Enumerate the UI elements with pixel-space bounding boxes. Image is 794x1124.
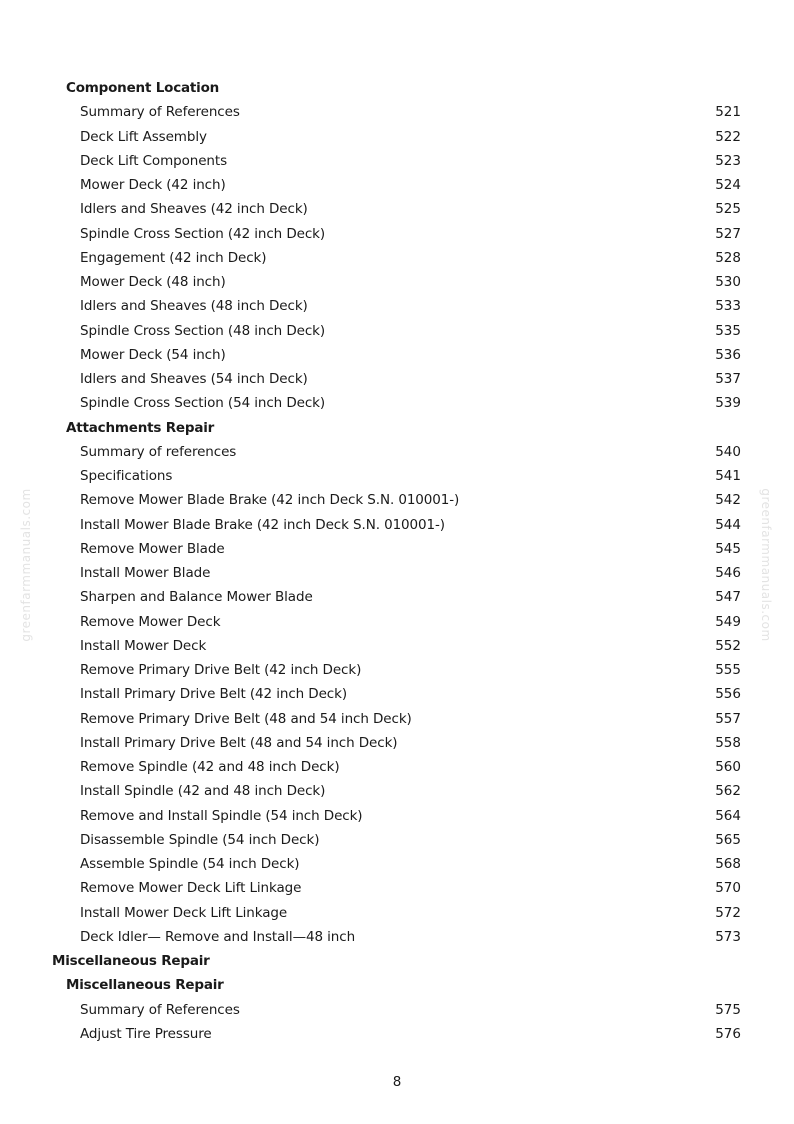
toc-entry-title: Summary of References — [80, 1001, 240, 1018]
toc-entry-title: Disassemble Spindle (54 inch Deck) — [80, 831, 320, 848]
toc-entry-title: Remove Mower Blade — [80, 540, 225, 557]
toc-entry-page-number: 537 — [715, 371, 741, 387]
toc-entry-page-number: 544 — [715, 516, 741, 533]
toc-entry-title: Spindle Cross Section (54 inch Deck) — [80, 395, 326, 412]
toc-entry-title: Adjust Tire Pressure — [80, 1025, 212, 1042]
toc-entry[interactable] — [0, 804, 794, 828]
toc-entry-title: Idlers and Sheaves (54 inch Deck) — [80, 371, 308, 387]
toc-entry-page-number: 524 — [715, 177, 741, 193]
watermark-right: greenfarmmanuals.com — [759, 488, 773, 642]
toc-entry-page-number: 530 — [715, 274, 741, 290]
toc-entry[interactable] — [0, 343, 794, 367]
toc-entry-title: Install Mower Blade — [80, 565, 211, 581]
toc-entry[interactable] — [0, 585, 794, 609]
toc-section-heading[interactable] — [0, 416, 794, 440]
toc-entry[interactable] — [0, 561, 794, 585]
toc-entry-title: Remove Mower Deck — [80, 613, 221, 630]
toc-entry-page-number: 568 — [715, 856, 741, 872]
toc-entry-page-number: 523 — [715, 152, 741, 169]
toc-entry[interactable] — [0, 464, 794, 488]
toc-section-heading[interactable] — [0, 76, 794, 100]
toc-entry[interactable] — [0, 173, 794, 197]
toc-entry[interactable] — [0, 319, 794, 343]
table-of-contents — [0, 76, 794, 1046]
toc-entry[interactable] — [0, 222, 794, 246]
toc-entry-page-number: 528 — [715, 249, 741, 266]
toc-entry-title: Spindle Cross Section (42 inch Deck) — [80, 225, 326, 242]
toc-entry-title: Install Primary Drive Belt (48 and 54 inch Deck) — [80, 734, 398, 751]
toc-entry[interactable] — [0, 610, 794, 634]
toc-entry-page-number: 521 — [715, 104, 741, 121]
toc-entry-page-number: 533 — [715, 298, 741, 315]
toc-entry-page-number: 527 — [715, 225, 741, 242]
toc-entry[interactable] — [0, 125, 794, 149]
toc-entry-page-number: 542 — [715, 492, 741, 509]
toc-entry-title: Remove Spindle (42 and 48 inch Deck) — [80, 759, 340, 775]
toc-entry-page-number: 552 — [715, 637, 741, 654]
toc-entry-page-number: 525 — [715, 201, 741, 218]
toc-entry-title: Component Location — [66, 80, 220, 96]
watermark-left: greenfarmmanuals.com — [19, 488, 33, 642]
toc-entry-title: Mower Deck (48 inch) — [80, 274, 226, 290]
toc-entry-title: Idlers and Sheaves (48 inch Deck) — [80, 298, 308, 315]
toc-entry-page-number: 540 — [715, 443, 741, 460]
toc-entry-title: Miscellaneous Repair — [66, 977, 224, 994]
toc-entry-page-number: 556 — [715, 686, 741, 703]
toc-entry[interactable] — [0, 658, 794, 682]
toc-entry-title: Spindle Cross Section (48 inch Deck) — [80, 322, 326, 339]
toc-entry-page-number: 536 — [715, 346, 741, 363]
toc-entry-page-number: 570 — [715, 880, 741, 897]
toc-entry-page-number: 572 — [715, 904, 741, 921]
toc-entry[interactable] — [0, 1022, 794, 1046]
toc-entry[interactable] — [0, 367, 794, 391]
toc-entry[interactable] — [0, 149, 794, 173]
toc-entry[interactable] — [0, 876, 794, 900]
toc-section-heading[interactable] — [0, 949, 794, 973]
toc-entry[interactable] — [0, 270, 794, 294]
toc-entry-title: Install Mower Deck — [80, 637, 207, 654]
toc-entry-page-number: 557 — [715, 710, 741, 727]
toc-entry-title: Remove Mower Blade Brake (42 inch Deck S.N. 010001-) — [80, 492, 460, 509]
toc-entry[interactable] — [0, 537, 794, 561]
toc-entry[interactable] — [0, 901, 794, 925]
toc-entry-page-number: 558 — [715, 734, 741, 751]
toc-entry-page-number: 560 — [715, 759, 741, 775]
toc-entry-title: Install Mower Deck Lift Linkage — [80, 904, 288, 921]
toc-entry-page-number: 576 — [715, 1025, 741, 1042]
page-number: 8 — [392, 1074, 402, 1090]
toc-entry-page-number: 562 — [715, 783, 741, 800]
toc-entry-title: Summary of References — [80, 104, 240, 121]
toc-entry[interactable] — [0, 925, 794, 949]
toc-entry[interactable] — [0, 294, 794, 318]
toc-entry[interactable] — [0, 513, 794, 537]
toc-entry-title: Summary of references — [80, 443, 237, 460]
toc-entry-title: Mower Deck (54 inch) — [80, 346, 226, 363]
toc-entry-title: Idlers and Sheaves (42 inch Deck) — [80, 201, 308, 218]
toc-entry[interactable] — [0, 391, 794, 415]
toc-entry-page-number: 539 — [715, 395, 741, 412]
toc-entry-title: Remove Primary Drive Belt (42 inch Deck) — [80, 662, 362, 678]
toc-entry-page-number: 547 — [715, 589, 741, 606]
toc-entry-page-number: 545 — [715, 540, 741, 557]
toc-entry[interactable] — [0, 998, 794, 1022]
toc-entry-title: Install Mower Blade Brake (42 inch Deck S.N. 010001-) — [80, 516, 445, 533]
toc-entry[interactable] — [0, 488, 794, 512]
toc-entry-title: Attachments Repair — [66, 419, 215, 436]
toc-entry-title: Deck Lift Components — [80, 152, 228, 169]
toc-entry[interactable] — [0, 246, 794, 270]
toc-entry[interactable] — [0, 100, 794, 124]
toc-entry-title: Miscellaneous Repair — [52, 953, 210, 969]
toc-entry[interactable] — [0, 852, 794, 876]
toc-entry-page-number: 575 — [715, 1001, 741, 1018]
toc-entry-title: Deck Idler— Remove and Install—48 inch — [80, 928, 356, 945]
toc-entry-page-number: 555 — [715, 662, 741, 678]
toc-entry-title: Remove and Install Spindle (54 inch Deck) — [80, 807, 363, 824]
toc-entry-title: Specifications — [80, 468, 173, 484]
toc-entry-page-number: 535 — [715, 322, 741, 339]
toc-section-heading[interactable] — [0, 973, 794, 997]
toc-entry-page-number: 549 — [715, 613, 741, 630]
toc-entry-page-number: 541 — [715, 468, 741, 484]
toc-entry-title: Mower Deck (42 inch) — [80, 177, 226, 193]
toc-entry-title: Engagement (42 inch Deck) — [80, 249, 267, 266]
toc-entry[interactable] — [0, 779, 794, 803]
toc-entry[interactable] — [0, 634, 794, 658]
toc-entry-page-number: 565 — [715, 831, 741, 848]
toc-entry[interactable] — [0, 731, 794, 755]
toc-entry-page-number: 522 — [715, 128, 741, 145]
toc-entry[interactable] — [0, 828, 794, 852]
toc-entry-title: Remove Primary Drive Belt (48 and 54 inch Deck) — [80, 710, 412, 727]
toc-entry-title: Install Primary Drive Belt (42 inch Deck) — [80, 686, 347, 703]
toc-entry-title: Sharpen and Balance Mower Blade — [80, 589, 313, 606]
toc-entry-page-number: 546 — [715, 565, 741, 581]
toc-entry-title: Install Spindle (42 and 48 inch Deck) — [80, 783, 326, 800]
toc-entry-title: Deck Lift Assembly — [80, 128, 207, 145]
toc-entry[interactable] — [0, 682, 794, 706]
toc-entry-page-number: 573 — [715, 928, 741, 945]
toc-entry-title: Assemble Spindle (54 inch Deck) — [80, 856, 300, 872]
toc-entry[interactable] — [0, 440, 794, 464]
toc-entry[interactable] — [0, 755, 794, 779]
toc-entry[interactable] — [0, 707, 794, 731]
toc-entry-title: Remove Mower Deck Lift Linkage — [80, 880, 302, 897]
toc-entry-page-number: 564 — [715, 807, 741, 824]
toc-entry[interactable] — [0, 197, 794, 221]
